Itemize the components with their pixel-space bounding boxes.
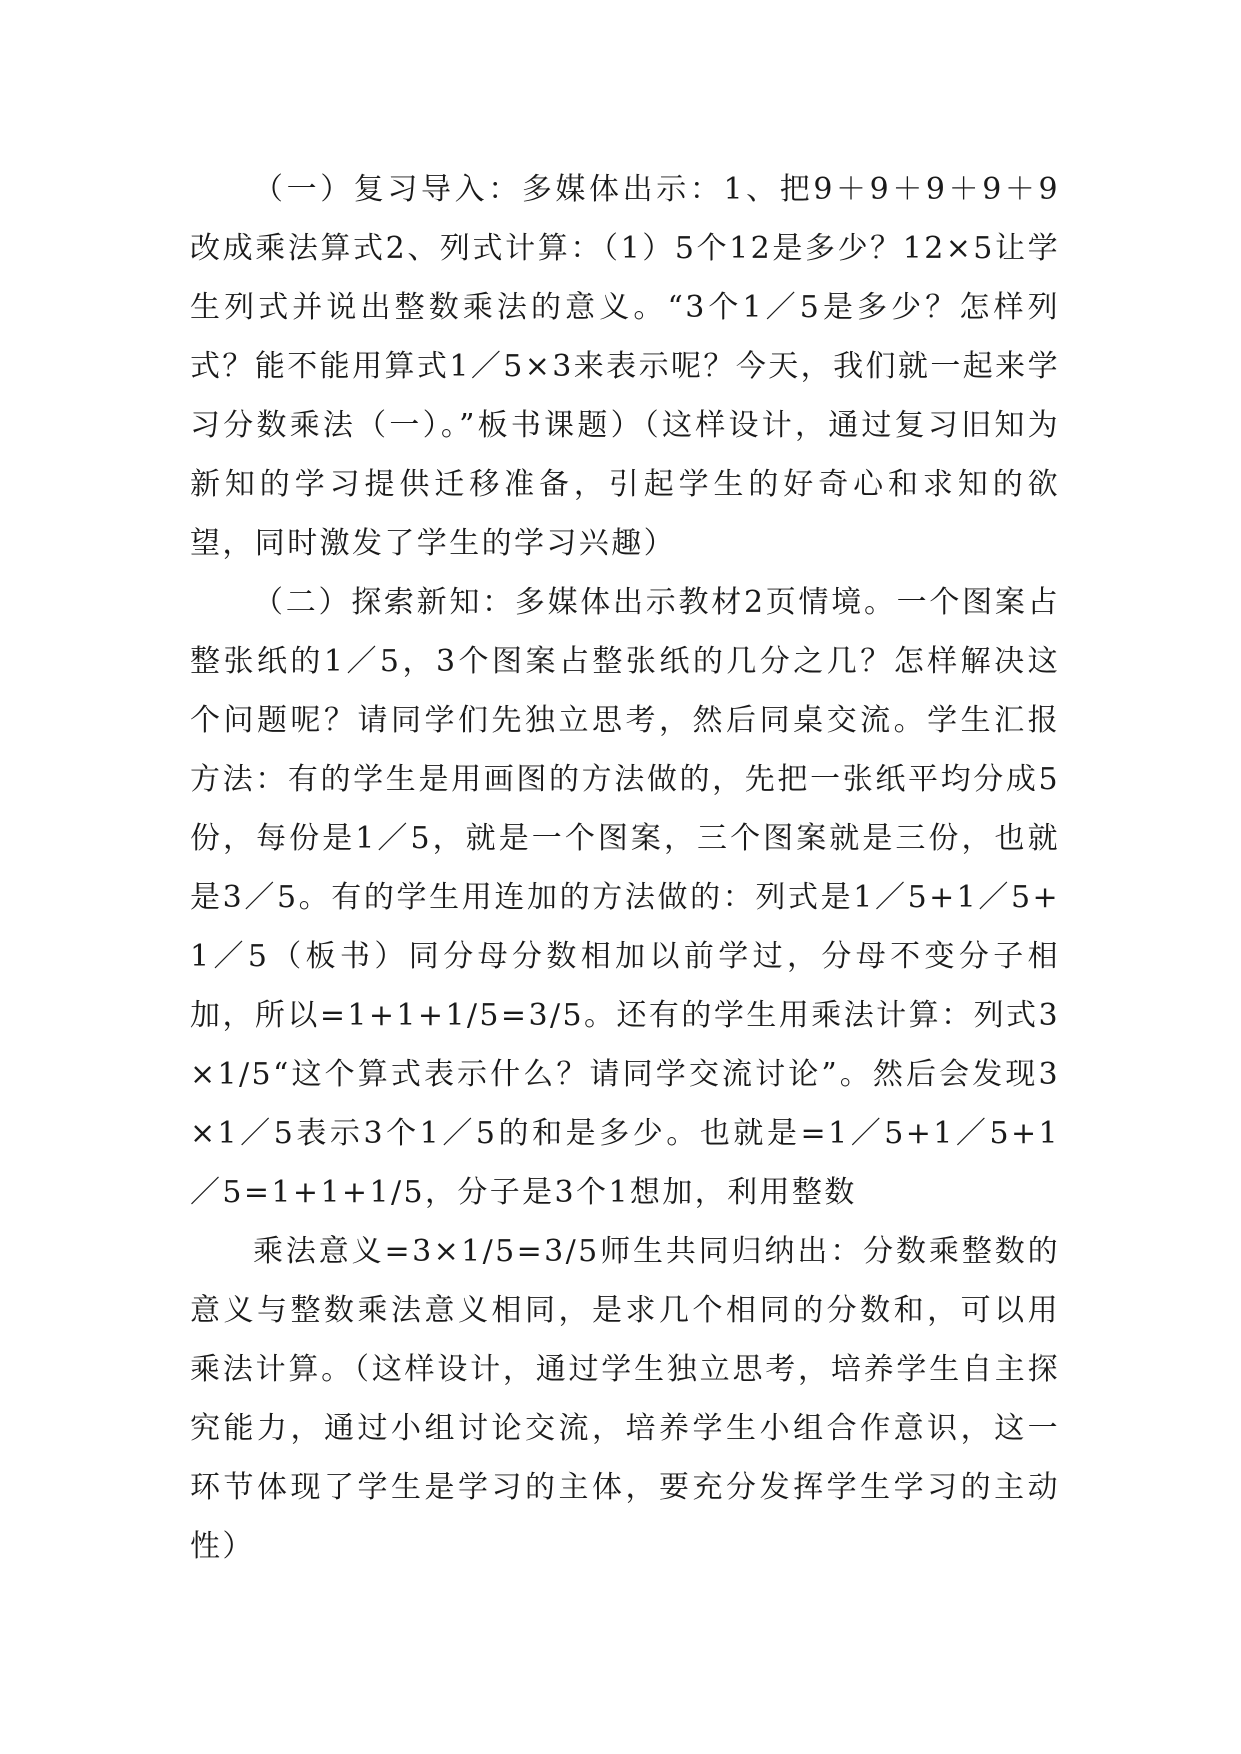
paragraph-explore-new: （二）探索新知：多媒体出示教材2页情境。一个图案占整张纸的1／5，3个图案占整张纸的几分之几？怎样解决这个问题呢？请同学们先独立思考，然后同桌交流。学生汇报方法：有的学生是用画图的方法做的，先把一张纸平均分成5份，每份是1／5，就是一个图案，三个图案就是三份，也就是3／5。有的学生用连加的方法做的：列式是1／5+1／5+1／5（板书）同分母分数相加以前学过，分母不变分子相加，所以=1+1+1/5=3/5。还有的学生用乘法计算：列式3×1/5“这个算式表示什么？请同学交流讨论”。然后会发现3×1／5表示3个1／5的和是多少。也就是=1／5+1／5+1／5=1+1+1/5，分子是3个1想加，利用整数 [190, 585, 1060, 1210]
paragraph-multiplication-meaning: 乘法意义=3×1/5=3/5师生共同归纳出：分数乘整数的意义与整数乘法意义相同，是求几个相同的分数和，可以用乘法计算。（这样设计，通过学生独立思考，培养学生自主探究能力，通过小组讨论交流，培养学生小组合作意识，这一环节体现了学生是学习的主体，要充分发挥学生学习的主动性） [190, 1234, 1060, 1564]
document-body [190, 160, 1060, 1576]
paragraph-review-intro: （一）复习导入：多媒体出示：1、把9＋9＋9＋9＋9改成乘法算式2、列式计算：（1）5个12是多少？12×5让学生列式并说出整数乘法的意义。“3个1／5是多少？怎样列式？能不能用算式1／5×3来表示呢？今天，我们就一起来学习分数乘法（一）。”板书课题）（这样设计，通过复习旧知为新知的学习提供迁移准备，引起学生的好奇心和求知的欲望，同时激发了学生的学习兴趣） [190, 172, 1060, 561]
